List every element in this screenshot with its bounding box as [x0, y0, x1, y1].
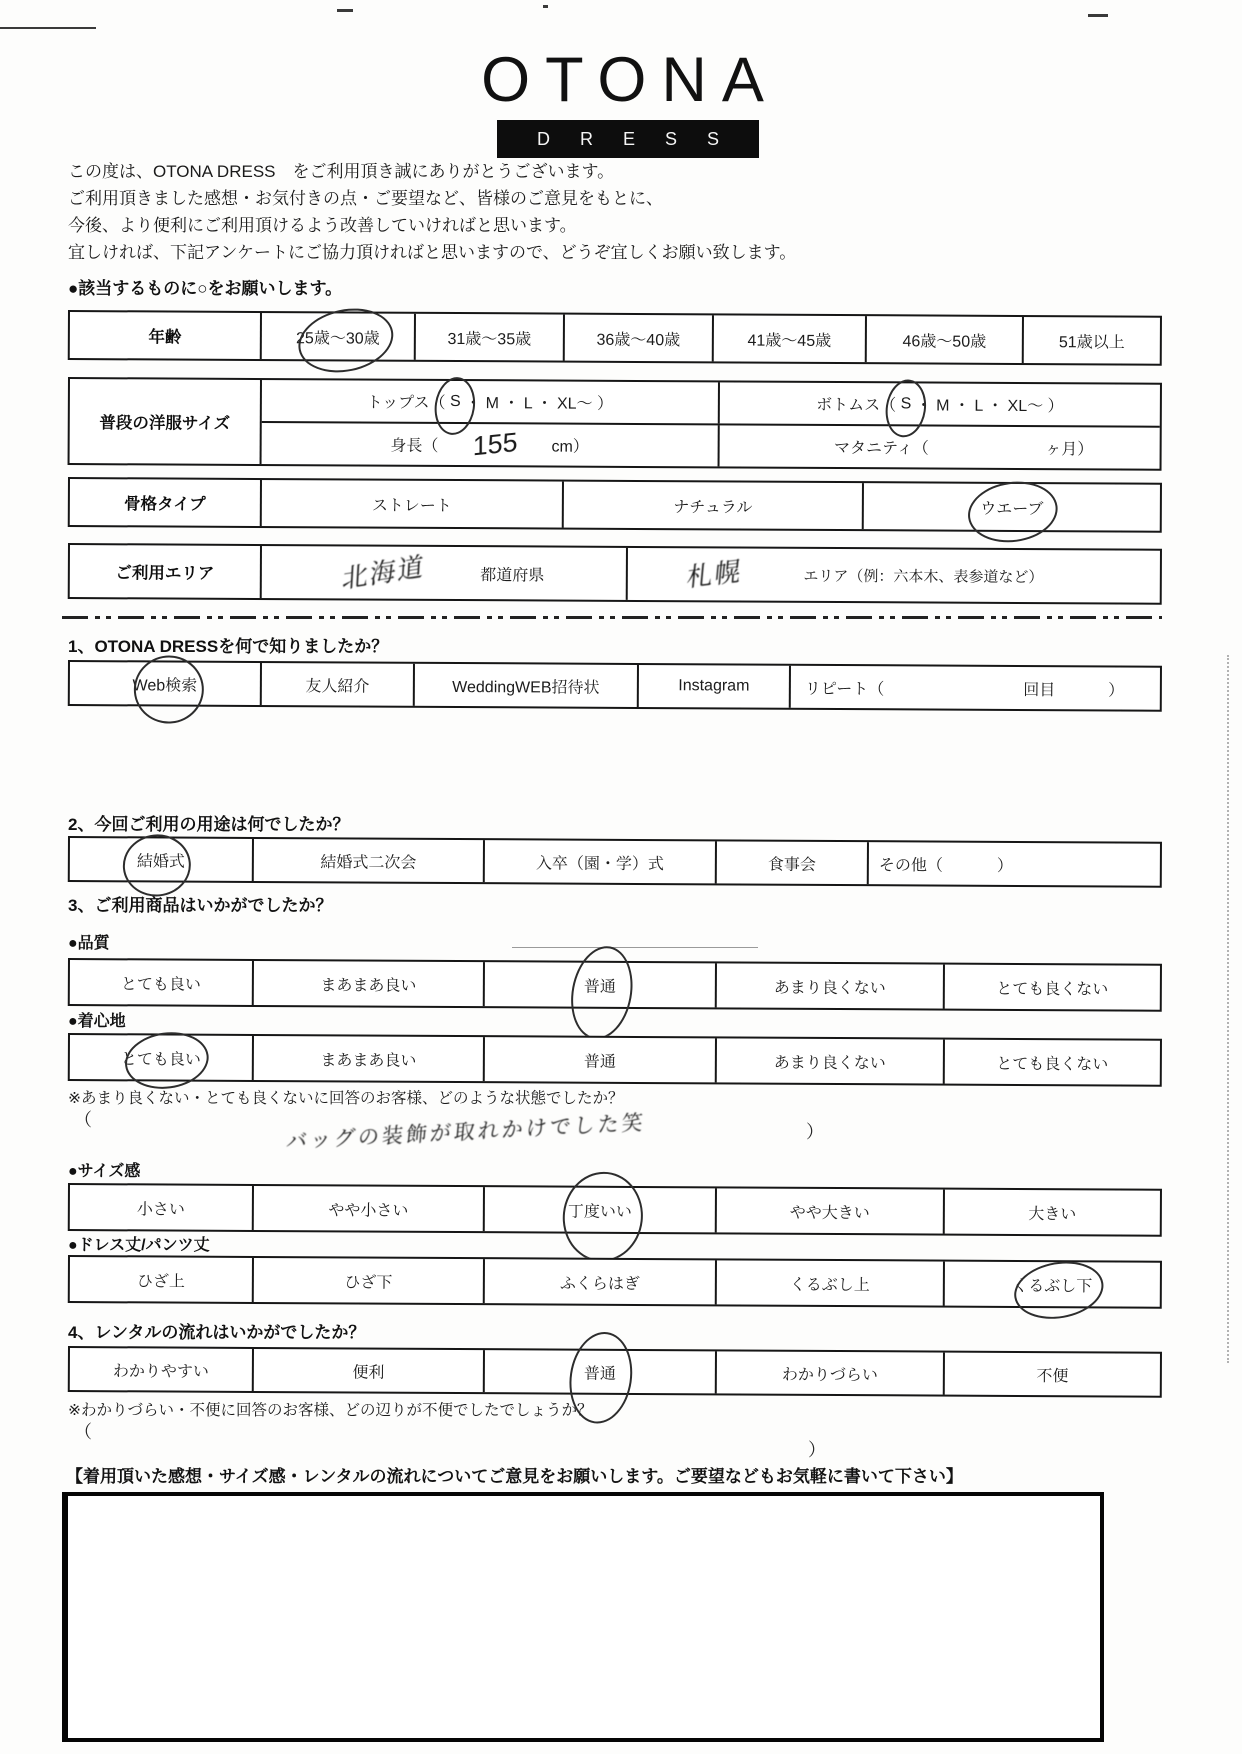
- length-option: ふくらはぎ: [483, 1259, 715, 1304]
- q2-option-label: 結婚式: [136, 852, 185, 871]
- comfort-option: 普通: [483, 1037, 715, 1082]
- size-fit-option: [483, 1187, 715, 1232]
- bottoms-sizes: ・ M ・ L ・ XL〜 ）: [915, 397, 1064, 416]
- comfort-option: [70, 1035, 252, 1080]
- length-option-label: くるぶし下: [1012, 1277, 1093, 1295]
- skeleton-type-table: [68, 477, 1162, 533]
- comfort-option: とても良くない: [943, 1040, 1160, 1085]
- age-option: 41歳〜45歳: [712, 315, 865, 362]
- intro-line: 今後、より便利にご利用頂けるよう改善していければと思います。: [68, 216, 577, 235]
- repeat-prefix: リピート（: [804, 680, 885, 698]
- q4-option: 不便: [943, 1353, 1160, 1396]
- skeleton-option: ストレート: [260, 480, 562, 528]
- close-paren: ）: [808, 1440, 826, 1460]
- age-table: [68, 310, 1162, 366]
- q2-option: 入卒（園・学）式: [483, 840, 715, 883]
- intro-line: この度は、OTONA DRESS をご利用頂き誠にありがとうございます。: [68, 162, 615, 181]
- comment-section-title: 【着用頂いた感想・サイズ感・レンタルの流れについてご意見をお願いします。ご要望などもお気軽に書いて下さい】: [66, 1467, 963, 1486]
- q1-option: [70, 662, 260, 705]
- clothing-size-rows: [260, 380, 1160, 469]
- quality-option-label: 普通: [583, 978, 616, 996]
- length-option: [943, 1262, 1160, 1307]
- q1-option-label: Web検索: [132, 676, 198, 695]
- instruction-heading: ●該当するものに○をお願いします。: [68, 279, 343, 298]
- quality-label: ●品質: [68, 935, 110, 952]
- age-option-label: 25歳〜30歳: [295, 329, 380, 348]
- size-fit-option-label: 丁度いい: [567, 1203, 632, 1221]
- q2-option: 結婚式二次会: [252, 839, 483, 882]
- q2-table: [68, 836, 1162, 888]
- q1-option: Instagram: [637, 665, 789, 708]
- size-fit-option: やや小さい: [252, 1186, 483, 1231]
- clothing-size-label: 普段の洋服サイズ: [99, 414, 231, 433]
- comfort-option: まあまあ良い: [252, 1036, 483, 1081]
- logo-subtitle-bar: [497, 120, 759, 158]
- scan-artifact: [1088, 14, 1108, 17]
- intro-line: ご利用頂きました感想・お気付きの点・ご要望など、皆様のご意見をもとに、: [68, 189, 663, 208]
- open-paren: （: [74, 1110, 92, 1130]
- area-suffix: エリア（例：六本木、表参道など）: [803, 567, 1044, 586]
- q1-option: 友人紹介: [260, 663, 413, 706]
- q4-option: 便利: [252, 1349, 483, 1392]
- skeleton-option-label: ウエーブ: [980, 500, 1044, 518]
- repeat-suffix: ）: [1108, 681, 1125, 700]
- skeleton-option: [862, 483, 1160, 531]
- other-prefix: その他（: [878, 856, 943, 875]
- area-field: [626, 548, 1160, 603]
- size-fit-option: やや大きい: [715, 1188, 943, 1233]
- tops-size-s: S: [449, 392, 461, 410]
- age-label: 年齢: [148, 328, 182, 347]
- size-fit-option: 大きい: [943, 1190, 1160, 1235]
- height-field: [262, 423, 718, 466]
- dashed-separator: [62, 616, 1162, 619]
- q4-option: [483, 1350, 715, 1393]
- q4-title: 4、レンタルの流れはいかがでしたか？: [68, 1323, 366, 1342]
- q4-table: [68, 1346, 1162, 1398]
- q4-option: わかりやすい: [112, 1362, 209, 1381]
- quality-option: とても良い: [120, 975, 201, 994]
- tops-prefix: トップス（: [366, 394, 446, 412]
- handwritten-height-value: 155: [472, 426, 518, 462]
- size-fit-table: [68, 1183, 1162, 1237]
- q4-followup-note: ※わかりづらい・不便に回答のお客様、どの辺りが不便でしたでしょうか？: [68, 1402, 593, 1419]
- q2-option: [70, 838, 252, 881]
- tops-size-option: [262, 380, 718, 423]
- other-suffix: ）: [996, 857, 1013, 875]
- handwritten-comfort-answer: バッグの装飾が取れかけでした笑: [285, 1111, 647, 1154]
- comfort-followup-note: ※あまり良くない・とても良くないに回答のお客様、どのような状態でしたか？: [68, 1090, 624, 1107]
- scan-artifact: [0, 27, 96, 29]
- maternity-suffix: ヶ月）: [1045, 441, 1094, 459]
- age-option: 31歳〜35歳: [414, 314, 563, 361]
- comment-box: [62, 1492, 1104, 1742]
- repeat-mid: 回目: [1023, 681, 1056, 699]
- q3-title: 3、ご利用商品はいかがでしたか？: [68, 896, 333, 915]
- comfort-option-label: とても良い: [120, 1050, 201, 1069]
- q4-option-label: 普通: [583, 1365, 616, 1383]
- age-option: [260, 313, 414, 360]
- q1-option: WeddingWEB招待状: [413, 664, 637, 707]
- length-option: ひざ下: [252, 1258, 483, 1303]
- prefecture-field: [260, 546, 626, 600]
- logo-subtitle: DRESS: [536, 128, 749, 149]
- comfort-label: ●着心地: [68, 1013, 126, 1030]
- logo-wordmark: OTONA: [481, 45, 779, 115]
- open-paren: （: [74, 1422, 92, 1442]
- handwritten-area: 札幌: [685, 555, 744, 593]
- q2-option-other: [867, 842, 1160, 886]
- q1-title: 1、OTONA DRESSを何で知りましたか？: [68, 637, 389, 656]
- scan-artifact-dotted-edge: [1227, 655, 1229, 1363]
- length-table: [68, 1255, 1162, 1309]
- close-paren: ）: [806, 1122, 824, 1142]
- usage-area-label: ご利用エリア: [115, 564, 215, 583]
- maternity-prefix: マタニティ（: [833, 440, 929, 458]
- skeleton-label: 骨格タイプ: [123, 495, 206, 514]
- bottoms-prefix: ボトムス（: [816, 396, 897, 415]
- length-label: ●ドレス丈/パンツ丈: [68, 1237, 210, 1254]
- usage-area-table: [68, 543, 1162, 605]
- bottoms-size-s: S: [900, 394, 912, 412]
- tops-sizes: ・ M ・ L ・ XL〜 ）: [465, 395, 614, 413]
- scan-artifact: [543, 5, 548, 8]
- length-option: ひざ上: [136, 1272, 185, 1291]
- quality-option: とても良くない: [943, 965, 1160, 1010]
- comfort-option: あまり良くない: [715, 1038, 943, 1083]
- age-option: 36歳〜40歳: [563, 315, 712, 362]
- handwritten-prefecture: 北海道: [341, 551, 427, 595]
- intro-line: 宜しければ、下記アンケートにご協力頂ければと思いますので、どうぞ宜しくお願い致します。: [68, 243, 797, 262]
- scan-artifact-faint-line: [512, 947, 758, 948]
- quality-table: [68, 958, 1162, 1012]
- size-fit-option: 小さい: [136, 1200, 185, 1219]
- length-option: くるぶし上: [715, 1260, 943, 1305]
- bottoms-size-option: [718, 382, 1160, 425]
- q2-title: 2、今回ご利用の用途は何でしたか？: [68, 815, 350, 834]
- maternity-field: [718, 425, 1160, 468]
- quality-option: [483, 962, 715, 1007]
- height-suffix: cm）: [551, 438, 589, 456]
- intro-paragraph: [68, 158, 796, 266]
- prefecture-suffix: 都道府県: [480, 566, 545, 584]
- quality-option: まあまあ良い: [252, 961, 483, 1006]
- skeleton-option: ナチュラル: [562, 482, 862, 530]
- scan-artifact: [337, 9, 353, 12]
- size-fit-label: ●サイズ感: [68, 1163, 141, 1180]
- clothing-size-table: [68, 377, 1162, 471]
- age-option: 46歳〜50歳: [865, 316, 1022, 363]
- q2-option: 食事会: [715, 841, 867, 884]
- height-prefix: 身長（: [390, 437, 439, 455]
- quality-option: あまり良くない: [715, 963, 943, 1008]
- q1-option-repeat: [789, 666, 1160, 710]
- comfort-table: [68, 1033, 1162, 1087]
- q1-table: [68, 660, 1162, 712]
- age-option: 51歳以上: [1022, 317, 1160, 364]
- q4-option: わかりづらい: [715, 1351, 943, 1394]
